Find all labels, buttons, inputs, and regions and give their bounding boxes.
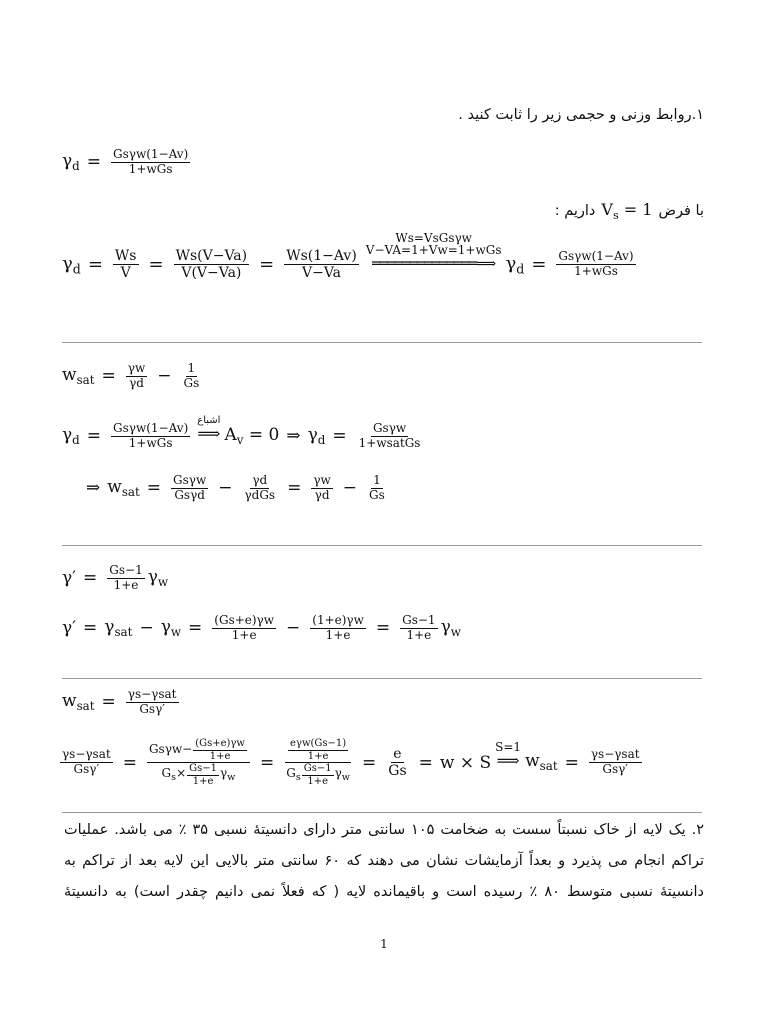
numerator: e [393, 745, 402, 762]
fraction-result [556, 250, 635, 279]
equals-sign: = [332, 426, 347, 447]
denominator: Gs [183, 375, 200, 390]
gamma-d-symbol: $\gamma_d$ [505, 252, 525, 277]
equals-sign: = [83, 568, 98, 589]
gs-times: $G_s\times$ [161, 766, 187, 783]
arrow-condition: S=1 [495, 739, 522, 754]
equals-sign: = [362, 752, 377, 773]
equals-sign: = [259, 752, 275, 773]
gw-symbol: $\gamma_w$ [220, 766, 236, 783]
denominator: 1+e [113, 577, 139, 592]
numerator: Gs−1 [303, 763, 332, 774]
assumption-math: $V_s = 1$ [601, 200, 653, 222]
equals-sign: = [87, 254, 103, 276]
gw-symbol: $\gamma_w$ [160, 617, 182, 640]
fraction [107, 564, 144, 593]
av-zero: $A_v = 0$ [224, 425, 280, 448]
double-arrow-icon: ⟹ [197, 424, 221, 444]
numerator: γs−γsat [590, 747, 640, 762]
numerator: γs−γsat [127, 687, 177, 701]
divider [62, 678, 702, 679]
equals-sign: = [101, 366, 116, 387]
fraction [242, 474, 277, 503]
numerator [147, 738, 250, 763]
numerator: γw [127, 361, 146, 375]
question-2-line-2: تراکم انجام می پذیرد و بعداً آزمایشات نشان می دهند که ۶۰ سانتی متر بالایی این لایه بعد از تراکم به [64, 853, 704, 869]
gamma-prime-symbol: γ′ [62, 568, 77, 589]
numerator: 1 [373, 473, 381, 487]
gw-symbol: $\gamma_w$ [334, 766, 351, 783]
implies-arrow-with-conditions [366, 232, 502, 272]
assumption-suffix: داریم : [554, 202, 596, 219]
fraction [111, 148, 190, 177]
fraction [400, 614, 437, 643]
numerator: Gsγw(1−Av) [113, 421, 189, 435]
numerator: Ws(V−Va) [175, 248, 248, 264]
double-arrow-icon: ⟹ [496, 751, 520, 771]
fraction [367, 474, 387, 503]
equals-sign: = [375, 618, 391, 639]
gamma-prime-symbol: γ′ [62, 618, 77, 639]
page-number: 1 [380, 937, 388, 951]
denominator: V(V−Va) [181, 265, 242, 282]
wsat-symbol: $w_{sat}$ [107, 477, 140, 500]
inner-fraction [187, 763, 219, 787]
w-times-s: w × S [439, 752, 492, 773]
denominator: Gsγd [174, 487, 205, 502]
equals-sign: = [146, 478, 162, 499]
equation-gamma-prime-derivation [62, 614, 461, 643]
minus-sign: − [342, 478, 358, 499]
complex-fraction [284, 738, 352, 787]
numerator: Gsγw(1−Av) [113, 147, 189, 161]
numerator: Gs−1 [189, 763, 217, 774]
gs-gw-term: Gsγw [148, 742, 183, 757]
gamma-sat-symbol: $\gamma_{sat}$ [104, 617, 133, 640]
denominator: 1+e [192, 775, 214, 787]
gamma-d-symbol: $\gamma_d$ [62, 252, 81, 277]
denominator: 1+e [209, 750, 231, 762]
numerator: 1 [187, 361, 196, 375]
equals-sign: = [188, 618, 203, 639]
denominator: Gsγ′ [139, 701, 165, 716]
denominator: Gsγ′ [73, 762, 100, 776]
numerator: Ws(1−Av) [286, 248, 357, 264]
denominator: 1+wsatGs [358, 435, 421, 450]
inner-fraction [288, 738, 348, 762]
inner-fraction [302, 763, 334, 787]
saturation-label: اشباع [197, 414, 221, 426]
equation-wsat-derivation [86, 474, 390, 503]
long-double-arrow-icon: ══════════════⟹ [372, 255, 496, 272]
denominator: 1+e [231, 627, 257, 642]
numerator: Gsγw [372, 421, 407, 435]
numerator: Gs−1 [402, 613, 436, 627]
wsat-symbol: $w_{sat}$ [62, 691, 95, 714]
complex-fraction [147, 738, 250, 787]
equals-sign: = [101, 692, 116, 713]
equation-derivation-gamma-d [62, 230, 639, 282]
assumption-prefix: با فرض [658, 202, 704, 219]
denominator: γdGs [244, 487, 276, 502]
gamma-d-symbol: $\gamma_d$ [62, 425, 80, 448]
denominator: 1+wGs [128, 435, 173, 450]
fraction-gw-gd [126, 362, 147, 391]
denominator [284, 763, 352, 787]
equation-wsat-statement [62, 362, 204, 391]
minus-sign: − [139, 618, 154, 639]
inner-fraction [193, 738, 247, 762]
fraction-ws-v [113, 248, 139, 281]
minus-sign: − [182, 742, 193, 757]
numerator: γs−γsat [62, 747, 111, 762]
divider [62, 342, 702, 343]
arrow-condition-1: Ws=VsGsγw [395, 230, 472, 245]
equals-sign: = [148, 254, 164, 276]
wsat-symbol: $w_{sat}$ [525, 751, 558, 774]
fraction [171, 474, 208, 503]
equals-sign: = [564, 752, 579, 773]
gw-symbol: $\gamma_w$ [440, 617, 461, 640]
denominator: 1+wGs [128, 161, 173, 176]
numerator: γd [252, 473, 268, 487]
divider [62, 545, 702, 546]
equation-wsat-gamma-prime [62, 688, 182, 717]
fraction [111, 422, 190, 451]
question-2-line-1: ۲. یک لایه از خاک نسبتاً سست به ضخامت ۱۰۵ سانتی متر دارای دانسیتهٔ نسبی ۳۵ ٪ می باشد. عملیات [64, 822, 704, 838]
fraction-ws-v-va [174, 248, 250, 281]
gs-symbol: $G_s$ [286, 766, 301, 783]
equals-sign: = [86, 152, 102, 173]
equals-sign: = [287, 478, 302, 499]
equals-sign: = [83, 618, 98, 639]
numerator: eγw(Gs−1) [290, 738, 347, 749]
equation-gamma-d-result [62, 148, 193, 177]
equals-sign: = [86, 426, 102, 447]
question-2-paragraph [64, 815, 704, 908]
equation-saturation [62, 414, 425, 451]
wsat-symbol: $w_{sat}$ [62, 365, 95, 388]
minus-sign: − [286, 618, 301, 639]
fraction-e-gs [386, 746, 408, 779]
equation-gamma-prime-statement [62, 564, 168, 593]
s-equals-1-arrow [495, 741, 521, 770]
denominator: V−Va [301, 265, 341, 282]
gw-symbol: $\gamma_w$ [147, 567, 169, 590]
fraction [357, 422, 423, 451]
fraction [310, 614, 366, 643]
denominator: γd [314, 487, 330, 502]
equals-sign: = [259, 254, 275, 276]
numerator: (Gs+e)γw [195, 738, 245, 749]
numerator: (1+e)γw [312, 613, 364, 627]
assumption-line [555, 200, 704, 222]
fraction [589, 748, 642, 777]
numerator: (Gs+e)γw [214, 613, 275, 627]
denominator: Gsγ′ [602, 762, 629, 776]
gamma-d-symbol: $\gamma_d$ [307, 425, 326, 448]
minus-sign: − [157, 366, 172, 387]
numerator: Gs−1 [109, 563, 143, 577]
fraction [126, 688, 179, 717]
denominator: 1+e [307, 775, 329, 787]
gamma-d-symbol: $\gamma_d$ [62, 151, 80, 174]
divider [62, 812, 702, 813]
numerator: γw [313, 473, 331, 487]
question-2-line-3: دانسیتهٔ نسبی متوسط ۸۰ ٪ رسیده است و باقیمانده لایه ( که فعلاً نمی دانیم چقدر است) به دانسیتهٔ [64, 884, 704, 900]
equals-sign: = [418, 752, 433, 773]
fraction-1-gs [182, 362, 202, 391]
fraction [212, 614, 276, 643]
denominator: V [120, 265, 131, 282]
numerator: Gsγw [173, 473, 207, 487]
minus-sign: − [218, 478, 233, 499]
fraction [60, 748, 113, 777]
saturation-arrow [197, 416, 220, 443]
equals-sign: = [531, 254, 547, 276]
equation-wsat-proof [60, 738, 645, 787]
arrow-condition-2: V−VA=1+Vw=1+wGs [365, 243, 502, 258]
denominator: 1+wGs [574, 264, 618, 279]
numerator: Ws [114, 248, 137, 264]
denominator [160, 763, 238, 787]
denominator: 1+e [325, 627, 351, 642]
fraction [311, 474, 332, 503]
numerator: Gsγw(1−Av) [558, 249, 634, 264]
denominator: Gs [388, 763, 407, 779]
implies-icon: ⇒ [286, 426, 301, 447]
numerator [285, 738, 351, 763]
equals-sign: = [122, 752, 137, 773]
denominator: γd [129, 375, 144, 390]
fraction-ws-1-av [284, 248, 359, 281]
denominator: Gs [369, 487, 385, 502]
denominator: 1+e [406, 627, 432, 642]
denominator: 1+e [307, 750, 329, 762]
implies-icon: ⇒ [86, 478, 101, 499]
question-1-title: ۱.روابط وزنی و حجمی زیر را ثابت کنید . [458, 107, 704, 123]
